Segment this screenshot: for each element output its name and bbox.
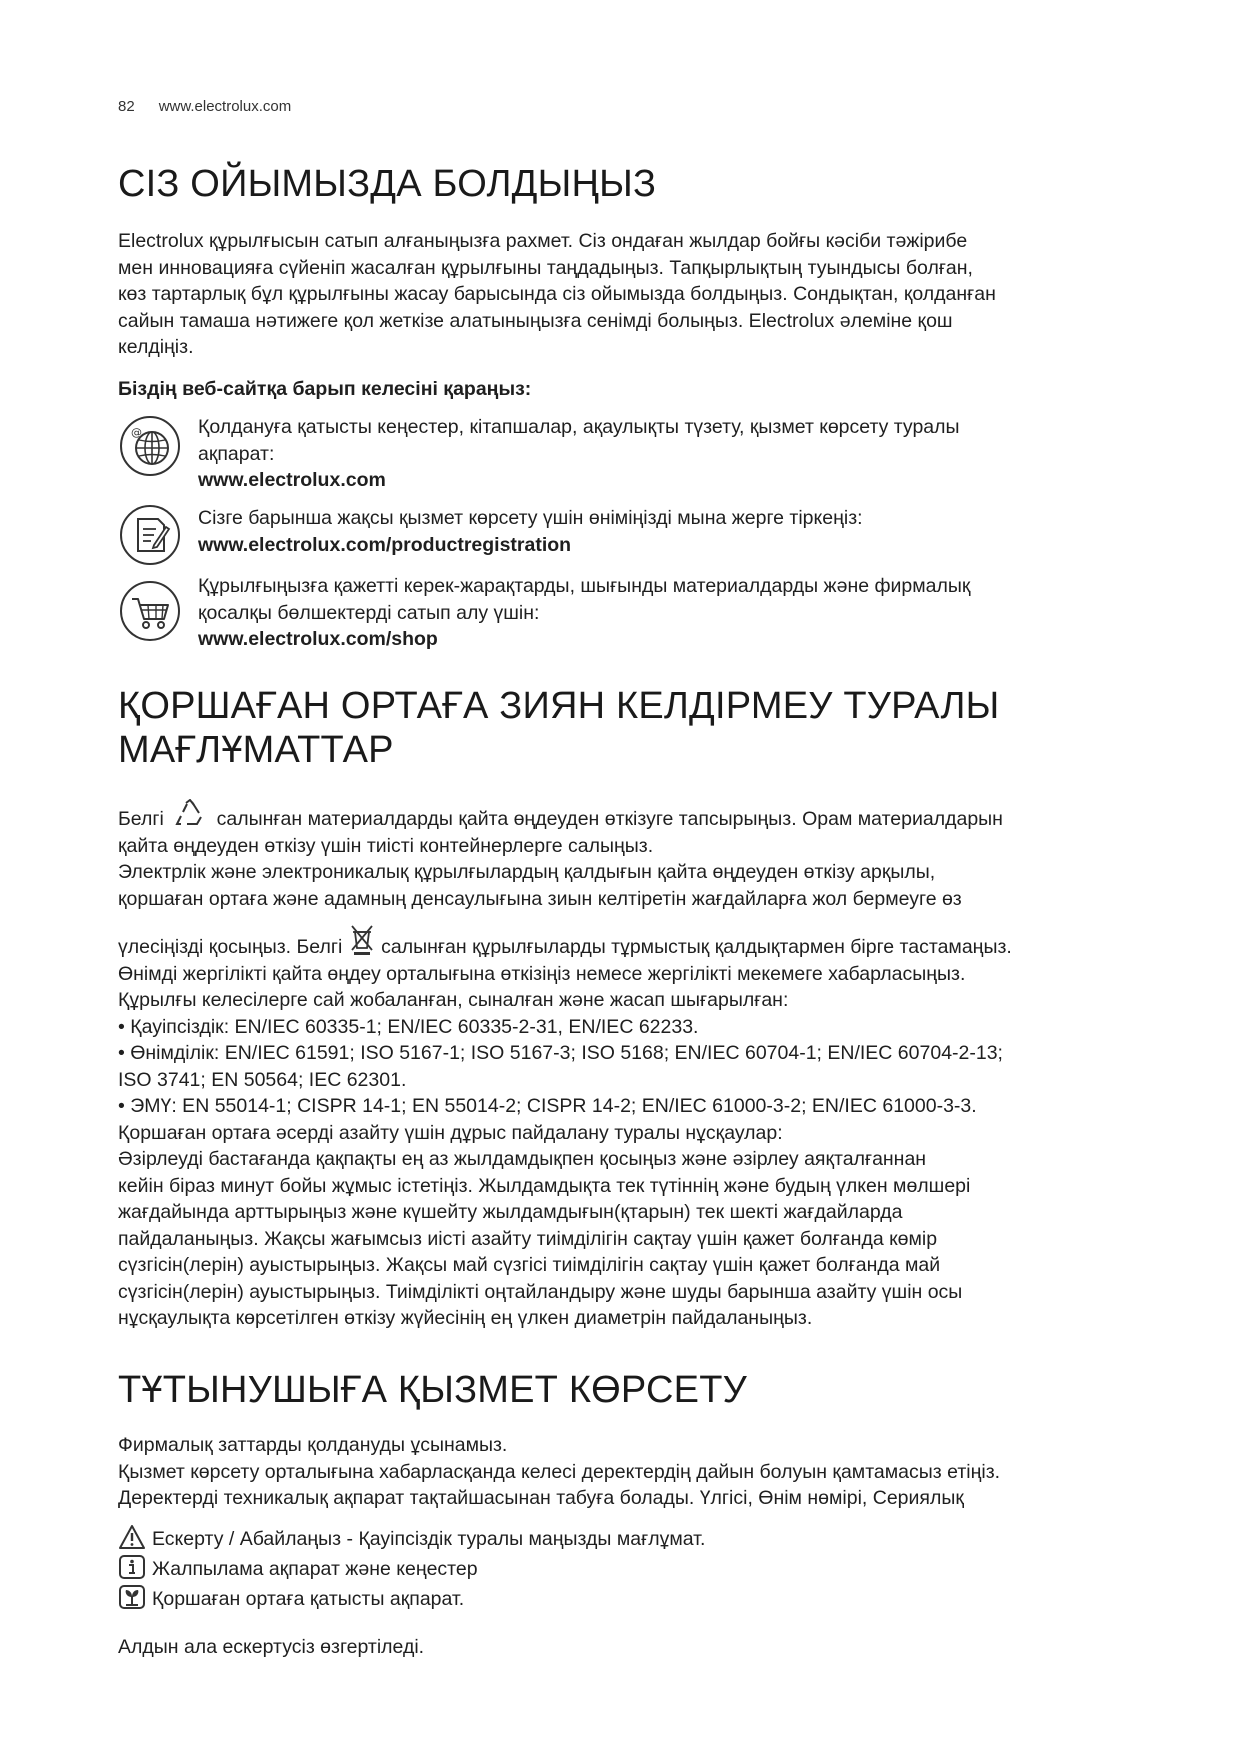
legend-info [118, 1554, 478, 1582]
env-text: Электрлік және электроникалық құрылғылардың қалдығын қайта өңдеуден өткізу арқылы, [118, 861, 936, 883]
env-text: салынған құрылғыларды тұрмыстық қалдықтармен бірге тастамаңыз. [381, 936, 1012, 958]
header-site: www.electrolux.com [158, 98, 292, 115]
svg-text:@: @ [131, 426, 142, 439]
info-icon [118, 1554, 146, 1580]
environment-body [118, 799, 1138, 1332]
service-title: ТҰТЫНУШЫҒА ҚЫЗМЕТ КӨРСЕТУ [118, 1369, 747, 1411]
env-text: үлесіңізді қосыңыз. Белгі [118, 936, 343, 958]
service-text: Қызмет көрсету орталығына хабарласқанда келесі деректердің дайын болуын қамтамасыз етіңіз. [118, 1460, 1001, 1483]
environment-icon [118, 1584, 146, 1610]
env-text: салынған материалдарды қайта өңдеуден өткізуге тапсырыңыз. Орам материалдарын [216, 808, 1003, 830]
link-desc: Сізге барынша жақсы қызмет көрсету үшін өніміңізді мына жерге тіркеңіз: [198, 507, 863, 529]
intro-body [118, 228, 1138, 361]
warning-icon [118, 1524, 146, 1550]
shopping-cart-icon [118, 579, 182, 643]
intro-line: сайын тамаша нәтижеге қол жеткізе алатыныңызға сенімді болыңыз. Electrolux әлеміне қош [118, 309, 953, 332]
page-header [118, 98, 291, 115]
service-body [118, 1432, 1138, 1512]
legend-text: Қоршаған ортаға қатысты ақпарат. [152, 1588, 465, 1610]
env-text: сүзгісін(лерін) ауыстырыңыз. Тиімділікті оңтайландыру және шуды барынша азайту үшін осы [118, 1280, 963, 1303]
visit-label: Біздің веб-сайтқа барып келесіні қараңыз: [118, 378, 532, 400]
env-text: қоршаған ортаға және адамның денсаулығына зиын келтіретін жағдайларға жол бермеуге өз [118, 887, 962, 910]
link-url-shop[interactable]: www.electrolux.com/shop [198, 628, 438, 650]
link-desc: Қолдануға қатысты кеңестер, кітапшалар, ақаулықты түзету, қызмет көрсету туралы [198, 416, 960, 438]
service-text: Деректерді техникалық ақпарат тақтайшасынан табуға болады. Үлгісі, Өнім нөмірі, Сериялық [118, 1487, 964, 1509]
env-text: • Өнімділік: EN/IEC 61591; ISO 5167-1; ISO 5167-3; ISO 5168; EN/IEC 60704-1; EN/IEC 60704-2-13; [118, 1042, 1003, 1064]
link-desc: Құрылғыңызға қажетті керек-жарақтарды, шығынды материалдарды және фирмалық [198, 575, 971, 597]
environment-title-line: ҚОРШАҒАН ОРТАҒА ЗИЯН КЕЛДІРМЕУ ТУРАЛЫ [118, 685, 1000, 727]
legend-text: Ескерту / Абайлаңыз - Қауіпсіздік туралы маңызды мағлұмат. [152, 1528, 706, 1550]
env-text: • ЭМҮ: EN 55014-1; CISPR 14-1; EN 55014-2; CISPR 14-2; EN/IEC 61000-3-2; EN/IEC 61000-3-3. [118, 1095, 977, 1117]
legend-warning [118, 1524, 705, 1552]
env-text: жағдайында арттырыңыз және күшейту жылдамдығын(қтарын) тек шекті жағдайларда [118, 1201, 903, 1223]
env-text: Қоршаған ортаға әсерді азайту үшін дұрыс пайдалану туралы нұсқаулар: [118, 1121, 783, 1144]
env-text: сүзгісін(лерін) ауыстырыңыз. Жақсы май сүзгісі тиімділігін сақтау үшін қажет болғанда май [118, 1254, 941, 1276]
env-text: Өнімді жергілікті қайта өңдеу орталығына өткізіңіз немесе жергілікті мекемеге хабарласыңыз. [118, 962, 966, 985]
registration-icon [118, 503, 182, 567]
environment-title-line: МАҒЛҰМАТТАР [118, 729, 394, 771]
link-row-shop [118, 573, 1138, 657]
env-text: Белгі [118, 808, 164, 830]
link-url-registration[interactable]: www.electrolux.com/productregistration [198, 533, 572, 556]
intro-line: мен инновацияға сүйеніп жасалған құрылғыны таңдадыңыз. Тапқырлықтың туындысы болған, [118, 256, 973, 279]
env-text: пайдаланыңыз. Жақсы жағымсыз иісті азайту тиімділігін сақтау үшін қажет болғанда көмір [118, 1227, 938, 1250]
link-desc: ақпарат: [198, 442, 275, 465]
legend-environment [118, 1584, 464, 1612]
link-row-registration [118, 503, 1138, 569]
crossed-bin-icon [350, 924, 374, 956]
env-text: Құрылғы келесілерге сай жобаланған, сыналған және жасап шығарылған: [118, 989, 789, 1011]
intro-title: СІЗ ОЙЫМЫЗДА БОЛДЫҢЫЗ [118, 163, 657, 205]
env-text: кейін біраз минут бойы жұмыс істетіңіз. Жылдамдықта тек түтіннің және будың үлкен мөлшері [118, 1174, 971, 1197]
link-url-support[interactable]: www.electrolux.com [198, 469, 386, 491]
globe-icon [118, 414, 182, 478]
link-row-support [118, 414, 1138, 498]
env-text: нұсқаулықта көрсетілген өткізу жүйесінің ең үлкен диаметрін пайдаланыңыз. [118, 1307, 813, 1329]
env-text: Әзірлеуді бастағанда қақпақты ең аз жылдамдықпен қосыңыз және әзірлеу аяқталғаннан [118, 1148, 927, 1170]
env-text: қайта өңдеуден өткізу үшін тиісті контейнерлерге салыңыз. [118, 834, 654, 857]
service-text: Фирмалық заттарды қолдануды ұсынамыз. [118, 1434, 508, 1456]
environment-title [118, 684, 1138, 772]
intro-line: келдіңіз. [118, 336, 194, 358]
intro-line: көз тартарлық бұл құрылғыны жасау барысында сіз ойымызда болдыңыз. Сондықтан, қолданған [118, 283, 996, 305]
link-desc: қосалқы бөлшектерді сатып алу үшін: [198, 601, 540, 624]
page-number: 82 [118, 98, 135, 115]
intro-line: Electrolux құрылғысын сатып алғаныңызға рахмет. Сіз ондаған жылдар бойғы кәсіби тәжірибе [118, 230, 968, 252]
legend-text: Жалпылама ақпарат және кеңестер [152, 1558, 478, 1580]
recycle-icon [173, 799, 207, 829]
env-text: ISO 3741; EN 50564; IEC 62301. [118, 1068, 407, 1091]
footer-note: Алдын ала ескертусіз өзгертіледі. [118, 1636, 425, 1658]
env-text: • Қауіпсіздік: EN/IEC 60335-1; EN/IEC 60335-2-31, EN/IEC 62233. [118, 1015, 699, 1038]
